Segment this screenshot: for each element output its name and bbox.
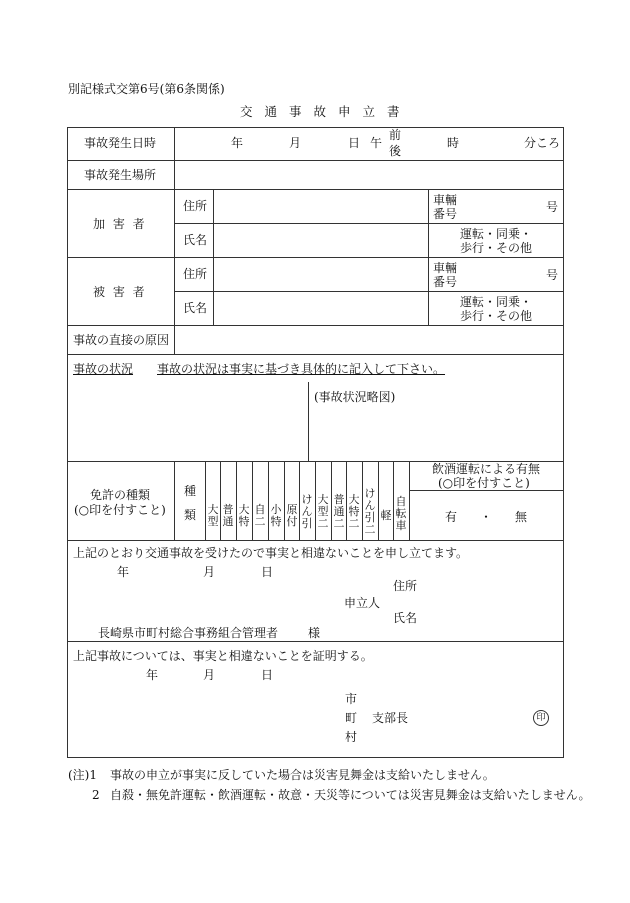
form-label: 別記様式交第6号(第6条関係): [68, 82, 225, 96]
license-type[interactable]: 大 型 二: [317, 493, 329, 530]
victim-name-label: 氏名: [183, 301, 208, 315]
license-type[interactable]: 大 型: [207, 503, 219, 528]
certification-text: 上記事故については、事実と相違ないことを証明する。: [73, 649, 373, 663]
drink-yes[interactable]: 有: [445, 510, 458, 524]
applicant-name-label: 氏名: [393, 611, 418, 625]
declaration-text: 上記のとおり交通事故を受けたので事実と相違ないことを申し立てます。: [73, 546, 469, 560]
sketch-label: (事故状況略図): [314, 390, 396, 404]
license-type[interactable]: 大 特 二: [348, 493, 360, 530]
license-type[interactable]: 軽: [380, 509, 392, 522]
victim-vehicle-no-unit: 号: [546, 268, 559, 282]
note-1: 事故の申立が事実に反していた場合は災害見舞金は支給いたしません。: [110, 768, 495, 782]
drink-instruction: (○印を付すこと): [438, 476, 530, 490]
cert-village: 村: [345, 730, 358, 744]
accident-date-label: 事故発生日時: [84, 136, 157, 150]
addressee: 長崎県市町村総合事務組合管理者: [98, 626, 279, 640]
license-type[interactable]: 普 通 二: [333, 493, 345, 530]
situation-note: 事故の状況は事実に基づき具体的に記入して下さい。: [157, 362, 446, 376]
declaration-year-unit: 年: [117, 565, 130, 579]
note-prefix: (注)1: [68, 768, 97, 782]
victim-address-label: 住所: [183, 267, 208, 281]
drink-no[interactable]: 無: [515, 510, 528, 524]
license-label: 免許の種類: [90, 488, 151, 502]
ampm-before: 前: [389, 128, 402, 142]
perpetrator-address-label: 住所: [183, 199, 208, 213]
situation-label: 事故の状況: [73, 362, 134, 376]
perpetrator-role-line2: 歩行・その他: [460, 241, 533, 255]
perpetrator-role-line1: 運転・同乗・: [460, 227, 533, 241]
license-type[interactable]: 普 通: [222, 503, 234, 528]
declaration-day-unit: 日: [261, 565, 274, 579]
perpetrator-label: 加 害 者: [93, 217, 147, 231]
perpetrator-name-label: 氏名: [183, 233, 208, 247]
kind-label-2: 類: [184, 508, 197, 522]
date-minute-unit: 分ころ: [524, 136, 561, 150]
seal-icon: 印: [533, 710, 549, 726]
victim-vehicle-label: 車輛: [433, 261, 458, 275]
license-instruction: (○印を付すこと): [74, 503, 166, 517]
applicant-address-label: 住所: [393, 579, 418, 593]
ampm-label: 午: [370, 136, 383, 150]
accident-place-label: 事故発生場所: [84, 168, 157, 182]
page-title: 交通事故申立書: [240, 104, 412, 119]
victim-role-line2: 歩行・その他: [460, 309, 533, 323]
victim-role-line1: 運転・同乗・: [460, 295, 533, 309]
note-2-number: 2: [92, 788, 100, 802]
applicant-label: 申立人: [344, 596, 381, 610]
license-type[interactable]: 自 転 車: [395, 495, 407, 532]
date-month-unit: 月: [289, 136, 302, 150]
declaration-month-unit: 月: [203, 565, 216, 579]
note-2: 自殺・無免許運転・飲酒運転・故意・天災等については災害見舞金は支給いたしません。: [110, 788, 591, 802]
cert-month-unit: 月: [203, 668, 216, 682]
license-type[interactable]: け ん 引二: [364, 487, 376, 536]
cert-branch-chief: 支部長: [372, 711, 409, 725]
cert-city: 市: [345, 692, 358, 706]
date-day-unit: 日: [348, 136, 361, 150]
cert-town: 町: [345, 711, 358, 725]
cause-label: 事故の直接の原因: [73, 333, 170, 347]
license-type[interactable]: け ん 引: [301, 493, 313, 530]
drink-separator: ・: [480, 510, 493, 524]
date-hour-unit: 時: [447, 136, 460, 150]
addressee-honorific: 様: [308, 626, 321, 640]
license-type[interactable]: 原 付: [286, 503, 298, 528]
perpetrator-vehicle-no-unit: 号: [546, 200, 559, 214]
kind-label-1: 種: [184, 484, 197, 498]
cert-day-unit: 日: [261, 668, 274, 682]
perpetrator-vehicle-label: 車輛: [433, 193, 458, 207]
license-type[interactable]: 大 特: [238, 503, 250, 528]
date-year-unit: 年: [231, 136, 244, 150]
perpetrator-number-label: 番号: [433, 207, 458, 221]
cert-year-unit: 年: [146, 668, 159, 682]
victim-label: 被 害 者: [93, 285, 147, 299]
drink-label: 飲酒運転による有無: [432, 462, 541, 476]
ampm-after: 後: [389, 144, 402, 158]
victim-number-label: 番号: [433, 275, 458, 289]
license-type[interactable]: 小 特: [270, 503, 282, 528]
license-type[interactable]: 自 二: [254, 503, 266, 528]
